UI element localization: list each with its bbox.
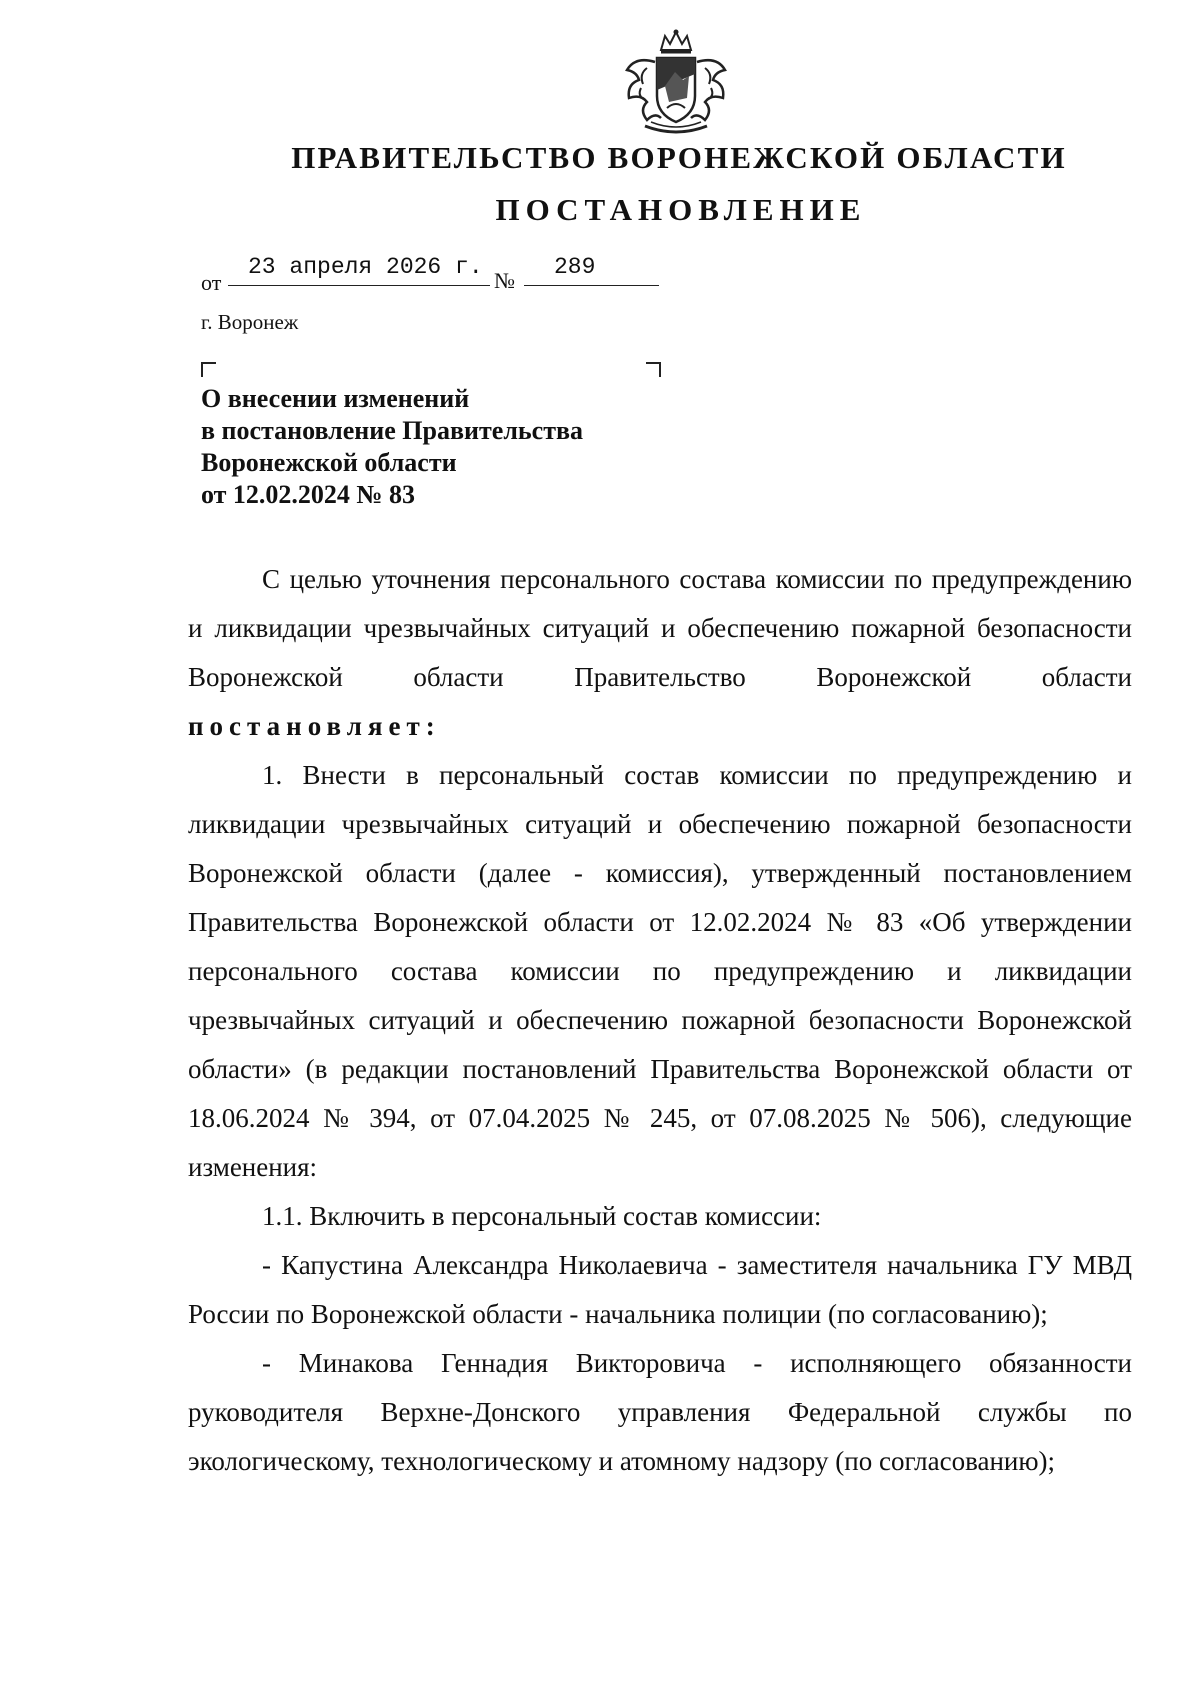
subject-bracket-left [201, 362, 216, 377]
item-1: 1. Внести в персональный состав комиссии по предупреждению и ликвидации чрезвычайных ситуаций и обеспечению пожарной безопасности Воронежской области (далее - комиссия), утвержденный постановлением Правительства Воронежской области от 12.02.2024 № 83 «Об утверждении персонального состава комиссии по предупреждению и ликвидации чрезвычайных ситуаций и обеспечению пожарной безопасности Воронежской области» (в редакции постановлений Правительства Воронежской области от 18.06.2024 № 394, от 07.04.2025 № 245, от 07.08.2025 № 506), следующие изменения: [188, 760, 1132, 1182]
document-type: ПОСТАНОВЛЕНИЕ [495, 192, 867, 227]
decree-word: постановляет: [188, 711, 441, 741]
subject-line: в постановление Правительства [201, 416, 584, 445]
document-subject [201, 383, 583, 511]
document-number: 289 [524, 254, 659, 286]
subject-line: Воронежской области [201, 448, 457, 477]
number-label: № [494, 268, 515, 293]
person-entry: - Капустина Александра Николаевича - заместителя начальника ГУ МВД России по Воронежской области - начальника полиции (по согласованию); [188, 1250, 1132, 1329]
document-date: 23 апреля 2026 г. [228, 254, 490, 286]
subject-bracket-right [646, 362, 661, 377]
intro-paragraph [188, 555, 1132, 751]
intro-text: С целью уточнения персонального состава комиссии по предупреждению и ликвидации чрезвычайных ситуаций и обеспечению пожарной безопасности Воронежской области Правительство Воронежской области [188, 564, 1132, 692]
date-number-line [201, 254, 661, 295]
subject-line: от 12.02.2024 № 83 [201, 480, 416, 509]
document-body [188, 555, 1132, 1486]
government-name: ПРАВИТЕЛЬСТВО ВОРОНЕЖСКОЙ ОБЛАСТИ [291, 140, 1067, 175]
person-entry: - Минакова Геннадия Викторовича - исполняющего обязанности руководителя Верхне-Донского управления Федеральной службы по экологическому, технологическому и атомному надзору (по согласованию); [188, 1348, 1132, 1476]
city: г. Воронеж [201, 310, 299, 334]
subject-line: О внесении изменений [201, 384, 470, 413]
voronezh-coat-of-arms-icon [617, 28, 735, 138]
date-label: от [201, 270, 222, 295]
item-1-1: 1.1. Включить в персональный состав комиссии: [262, 1201, 822, 1231]
